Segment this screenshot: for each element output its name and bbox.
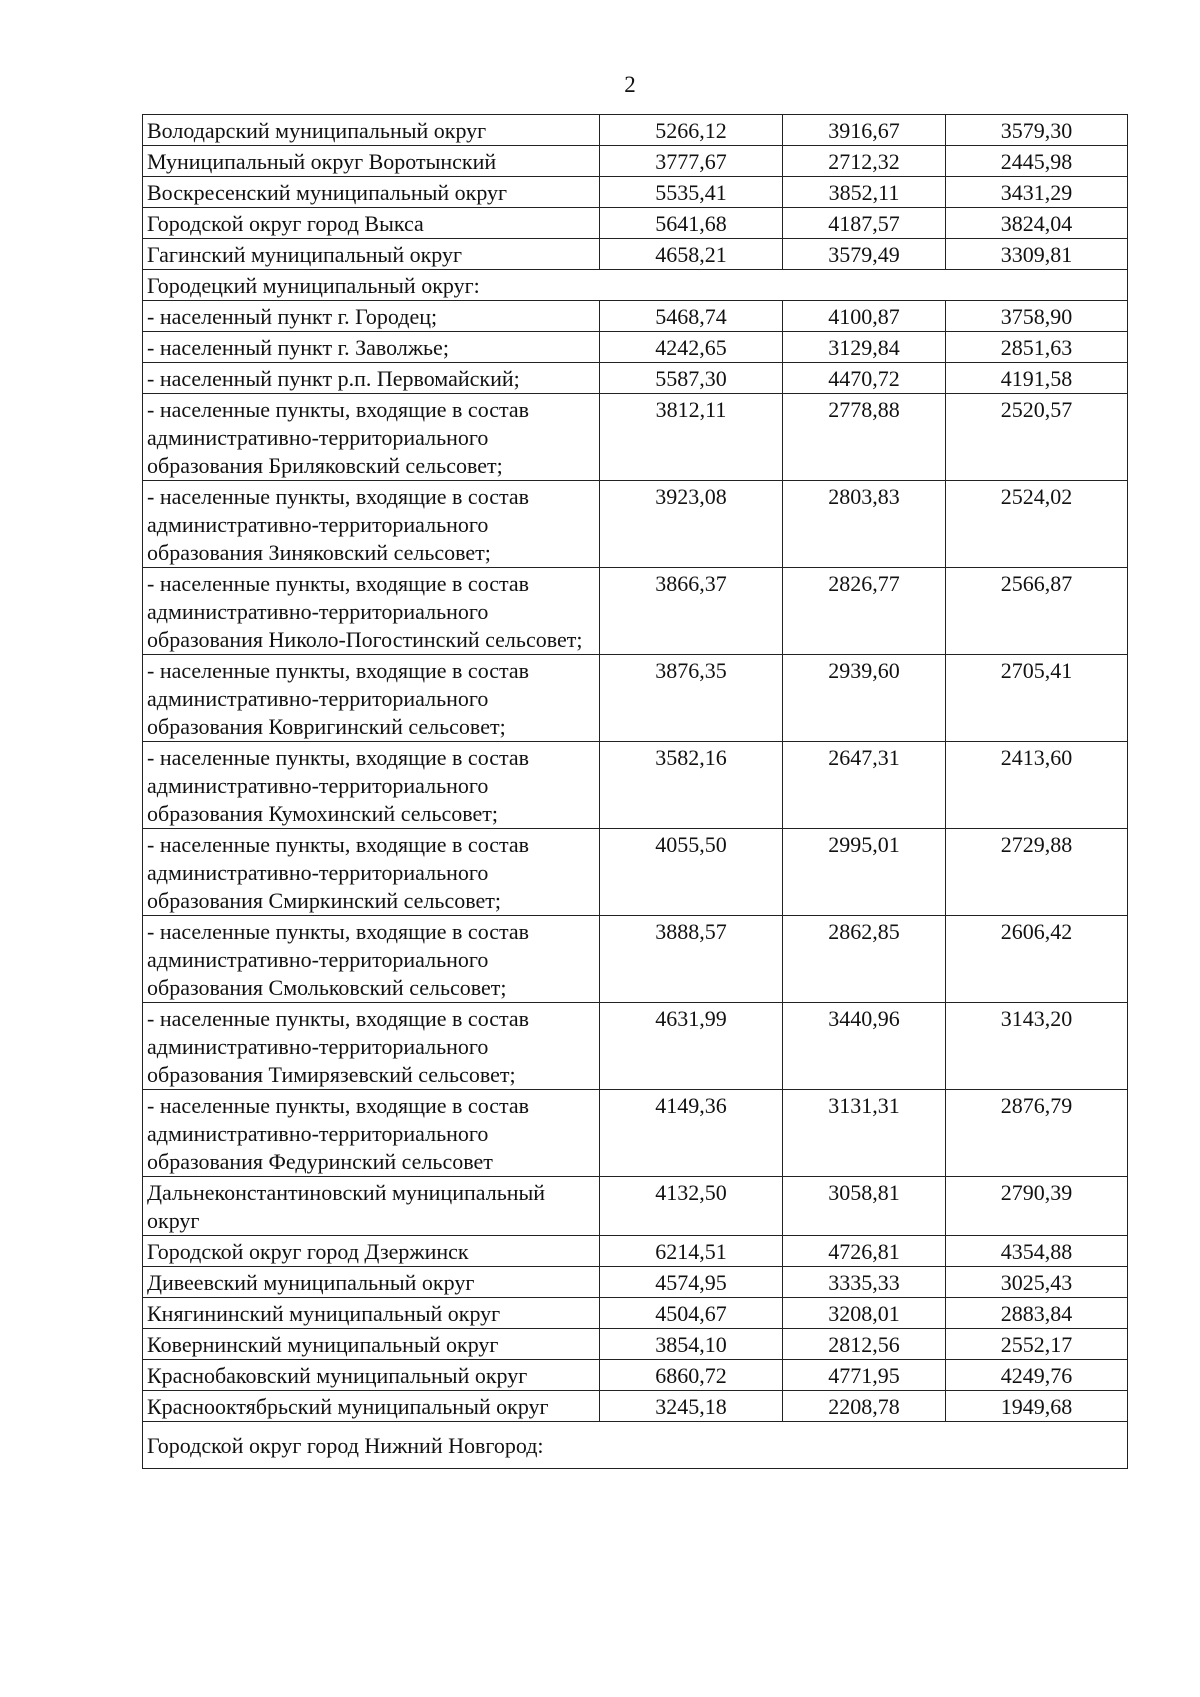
value-cell-3: 2606,42 <box>946 916 1128 1003</box>
value-cell-3: 2552,17 <box>946 1329 1128 1360</box>
table-row <box>143 568 1128 655</box>
value-cell-2: 3208,01 <box>783 1298 946 1329</box>
value-cell-1: 4574,95 <box>600 1267 783 1298</box>
page-number: 2 <box>624 72 636 97</box>
value-cell-1: 6214,51 <box>600 1236 783 1267</box>
value-cell-3: 4354,88 <box>946 1236 1128 1267</box>
territory-name-cell: - населенные пункты, входящие в состав административно-территориального образования Бриляковский сельсовет; <box>143 394 600 481</box>
table-row <box>143 829 1128 916</box>
table-row <box>143 1003 1128 1090</box>
territory-name-cell: - населенные пункты, входящие в состав административно-территориального образования Смиркинский сельсовет; <box>143 829 600 916</box>
territory-name-cell: - населенный пункт г. Городец; <box>143 301 600 332</box>
value-cell-1: 3812,11 <box>600 394 783 481</box>
table-row <box>143 655 1128 742</box>
value-cell-1: 3245,18 <box>600 1391 783 1422</box>
value-cell-2: 2812,56 <box>783 1329 946 1360</box>
table-row <box>143 301 1128 332</box>
territory-name-cell: - населенные пункты, входящие в состав административно-территориального образования Тимирязевский сельсовет; <box>143 1003 600 1090</box>
value-cell-2: 3916,67 <box>783 115 946 146</box>
territory-name-cell: - населенные пункты, входящие в состав административно-территориального образования Ковригинский сельсовет; <box>143 655 600 742</box>
value-cell-1: 5468,74 <box>600 301 783 332</box>
value-cell-2: 4100,87 <box>783 301 946 332</box>
territory-name-cell: - населенные пункты, входящие в состав административно-территориального образования Федуринский сельсовет <box>143 1090 600 1177</box>
group-heading-cell: Городецкий муниципальный округ: <box>143 270 1128 301</box>
territory-name-cell: Дальнеконстантиновский муниципальный округ <box>143 1177 600 1236</box>
value-cell-1: 3866,37 <box>600 568 783 655</box>
value-cell-3: 3431,29 <box>946 177 1128 208</box>
territory-name-cell: Гагинский муниципальный округ <box>143 239 600 270</box>
territory-name-cell: Княгининский муниципальный округ <box>143 1298 600 1329</box>
value-cell-3: 3143,20 <box>946 1003 1128 1090</box>
table-row <box>143 208 1128 239</box>
value-cell-3: 2876,79 <box>946 1090 1128 1177</box>
value-cell-1: 4658,21 <box>600 239 783 270</box>
value-cell-2: 2862,85 <box>783 916 946 1003</box>
value-cell-3: 4249,76 <box>946 1360 1128 1391</box>
value-cell-1: 5587,30 <box>600 363 783 394</box>
value-cell-3: 2790,39 <box>946 1177 1128 1236</box>
table-row <box>143 481 1128 568</box>
tariff-table <box>142 114 1128 1469</box>
territory-name-cell: Муниципальный округ Воротынский <box>143 146 600 177</box>
value-cell-2: 2826,77 <box>783 568 946 655</box>
value-cell-2: 4187,57 <box>783 208 946 239</box>
value-cell-3: 2520,57 <box>946 394 1128 481</box>
table-row <box>143 394 1128 481</box>
territory-name-cell: Краснобаковский муниципальный округ <box>143 1360 600 1391</box>
value-cell-2: 2647,31 <box>783 742 946 829</box>
territory-name-cell: - населенные пункты, входящие в состав административно-территориального образования Кумохинский сельсовет; <box>143 742 600 829</box>
value-cell-3: 3025,43 <box>946 1267 1128 1298</box>
territory-name-cell: Воскресенский муниципальный округ <box>143 177 600 208</box>
value-cell-1: 4132,50 <box>600 1177 783 1236</box>
value-cell-2: 2803,83 <box>783 481 946 568</box>
table-row <box>143 1391 1128 1422</box>
value-cell-1: 3876,35 <box>600 655 783 742</box>
value-cell-3: 2413,60 <box>946 742 1128 829</box>
value-cell-1: 4149,36 <box>600 1090 783 1177</box>
table-row <box>143 916 1128 1003</box>
table-row <box>143 1267 1128 1298</box>
value-cell-3: 4191,58 <box>946 363 1128 394</box>
value-cell-1: 3923,08 <box>600 481 783 568</box>
tariff-table-body <box>143 115 1128 1469</box>
value-cell-1: 4504,67 <box>600 1298 783 1329</box>
table-group-row <box>143 270 1128 301</box>
value-cell-1: 4055,50 <box>600 829 783 916</box>
territory-name-cell: Дивеевский муниципальный округ <box>143 1267 600 1298</box>
value-cell-2: 4470,72 <box>783 363 946 394</box>
value-cell-2: 2995,01 <box>783 829 946 916</box>
value-cell-2: 4771,95 <box>783 1360 946 1391</box>
value-cell-3: 3309,81 <box>946 239 1128 270</box>
value-cell-2: 3335,33 <box>783 1267 946 1298</box>
value-cell-1: 4242,65 <box>600 332 783 363</box>
territory-name-cell: Городской округ город Дзержинск <box>143 1236 600 1267</box>
value-cell-1: 3777,67 <box>600 146 783 177</box>
value-cell-2: 3058,81 <box>783 1177 946 1236</box>
table-row <box>143 239 1128 270</box>
table-row <box>143 1177 1128 1236</box>
value-cell-3: 1949,68 <box>946 1391 1128 1422</box>
territory-name-cell: - населенный пункт р.п. Первомайский; <box>143 363 600 394</box>
table-row <box>143 742 1128 829</box>
value-cell-3: 2851,63 <box>946 332 1128 363</box>
value-cell-3: 2524,02 <box>946 481 1128 568</box>
table-row <box>143 115 1128 146</box>
table-row <box>143 146 1128 177</box>
value-cell-1: 5535,41 <box>600 177 783 208</box>
value-cell-3: 2566,87 <box>946 568 1128 655</box>
table-row <box>143 1360 1128 1391</box>
value-cell-2: 3440,96 <box>783 1003 946 1090</box>
value-cell-3: 3758,90 <box>946 301 1128 332</box>
value-cell-1: 6860,72 <box>600 1360 783 1391</box>
value-cell-1: 4631,99 <box>600 1003 783 1090</box>
value-cell-3: 2705,41 <box>946 655 1128 742</box>
table-row <box>143 1236 1128 1267</box>
table-row <box>143 177 1128 208</box>
value-cell-3: 2445,98 <box>946 146 1128 177</box>
value-cell-3: 3579,30 <box>946 115 1128 146</box>
value-cell-1: 5641,68 <box>600 208 783 239</box>
territory-name-cell: - населенный пункт г. Заволжье; <box>143 332 600 363</box>
table-group-row <box>143 1422 1128 1469</box>
value-cell-1: 5266,12 <box>600 115 783 146</box>
value-cell-2: 3852,11 <box>783 177 946 208</box>
territory-name-cell: Городской округ город Выкса <box>143 208 600 239</box>
value-cell-2: 2712,32 <box>783 146 946 177</box>
table-row <box>143 332 1128 363</box>
territory-name-cell: - населенные пункты, входящие в состав административно-территориального образования Зиняковский сельсовет; <box>143 481 600 568</box>
table-row <box>143 363 1128 394</box>
value-cell-2: 2939,60 <box>783 655 946 742</box>
value-cell-2: 3579,49 <box>783 239 946 270</box>
value-cell-2: 3129,84 <box>783 332 946 363</box>
territory-name-cell: - населенные пункты, входящие в состав административно-территориального образования Николо-Погостинский сельсовет; <box>143 568 600 655</box>
value-cell-1: 3854,10 <box>600 1329 783 1360</box>
territory-name-cell: Володарский муниципальный округ <box>143 115 600 146</box>
territory-name-cell: - населенные пункты, входящие в состав административно-территориального образования Смольковский сельсовет; <box>143 916 600 1003</box>
group-heading-cell: Городской округ город Нижний Новгород: <box>143 1422 1128 1469</box>
value-cell-2: 2778,88 <box>783 394 946 481</box>
value-cell-2: 3131,31 <box>783 1090 946 1177</box>
table-row <box>143 1329 1128 1360</box>
value-cell-1: 3582,16 <box>600 742 783 829</box>
value-cell-1: 3888,57 <box>600 916 783 1003</box>
table-row <box>143 1298 1128 1329</box>
value-cell-3: 2883,84 <box>946 1298 1128 1329</box>
value-cell-2: 2208,78 <box>783 1391 946 1422</box>
table-row <box>143 1090 1128 1177</box>
value-cell-2: 4726,81 <box>783 1236 946 1267</box>
territory-name-cell: Краснооктябрьский муниципальный округ <box>143 1391 600 1422</box>
value-cell-3: 2729,88 <box>946 829 1128 916</box>
territory-name-cell: Ковернинский муниципальный округ <box>143 1329 600 1360</box>
value-cell-3: 3824,04 <box>946 208 1128 239</box>
